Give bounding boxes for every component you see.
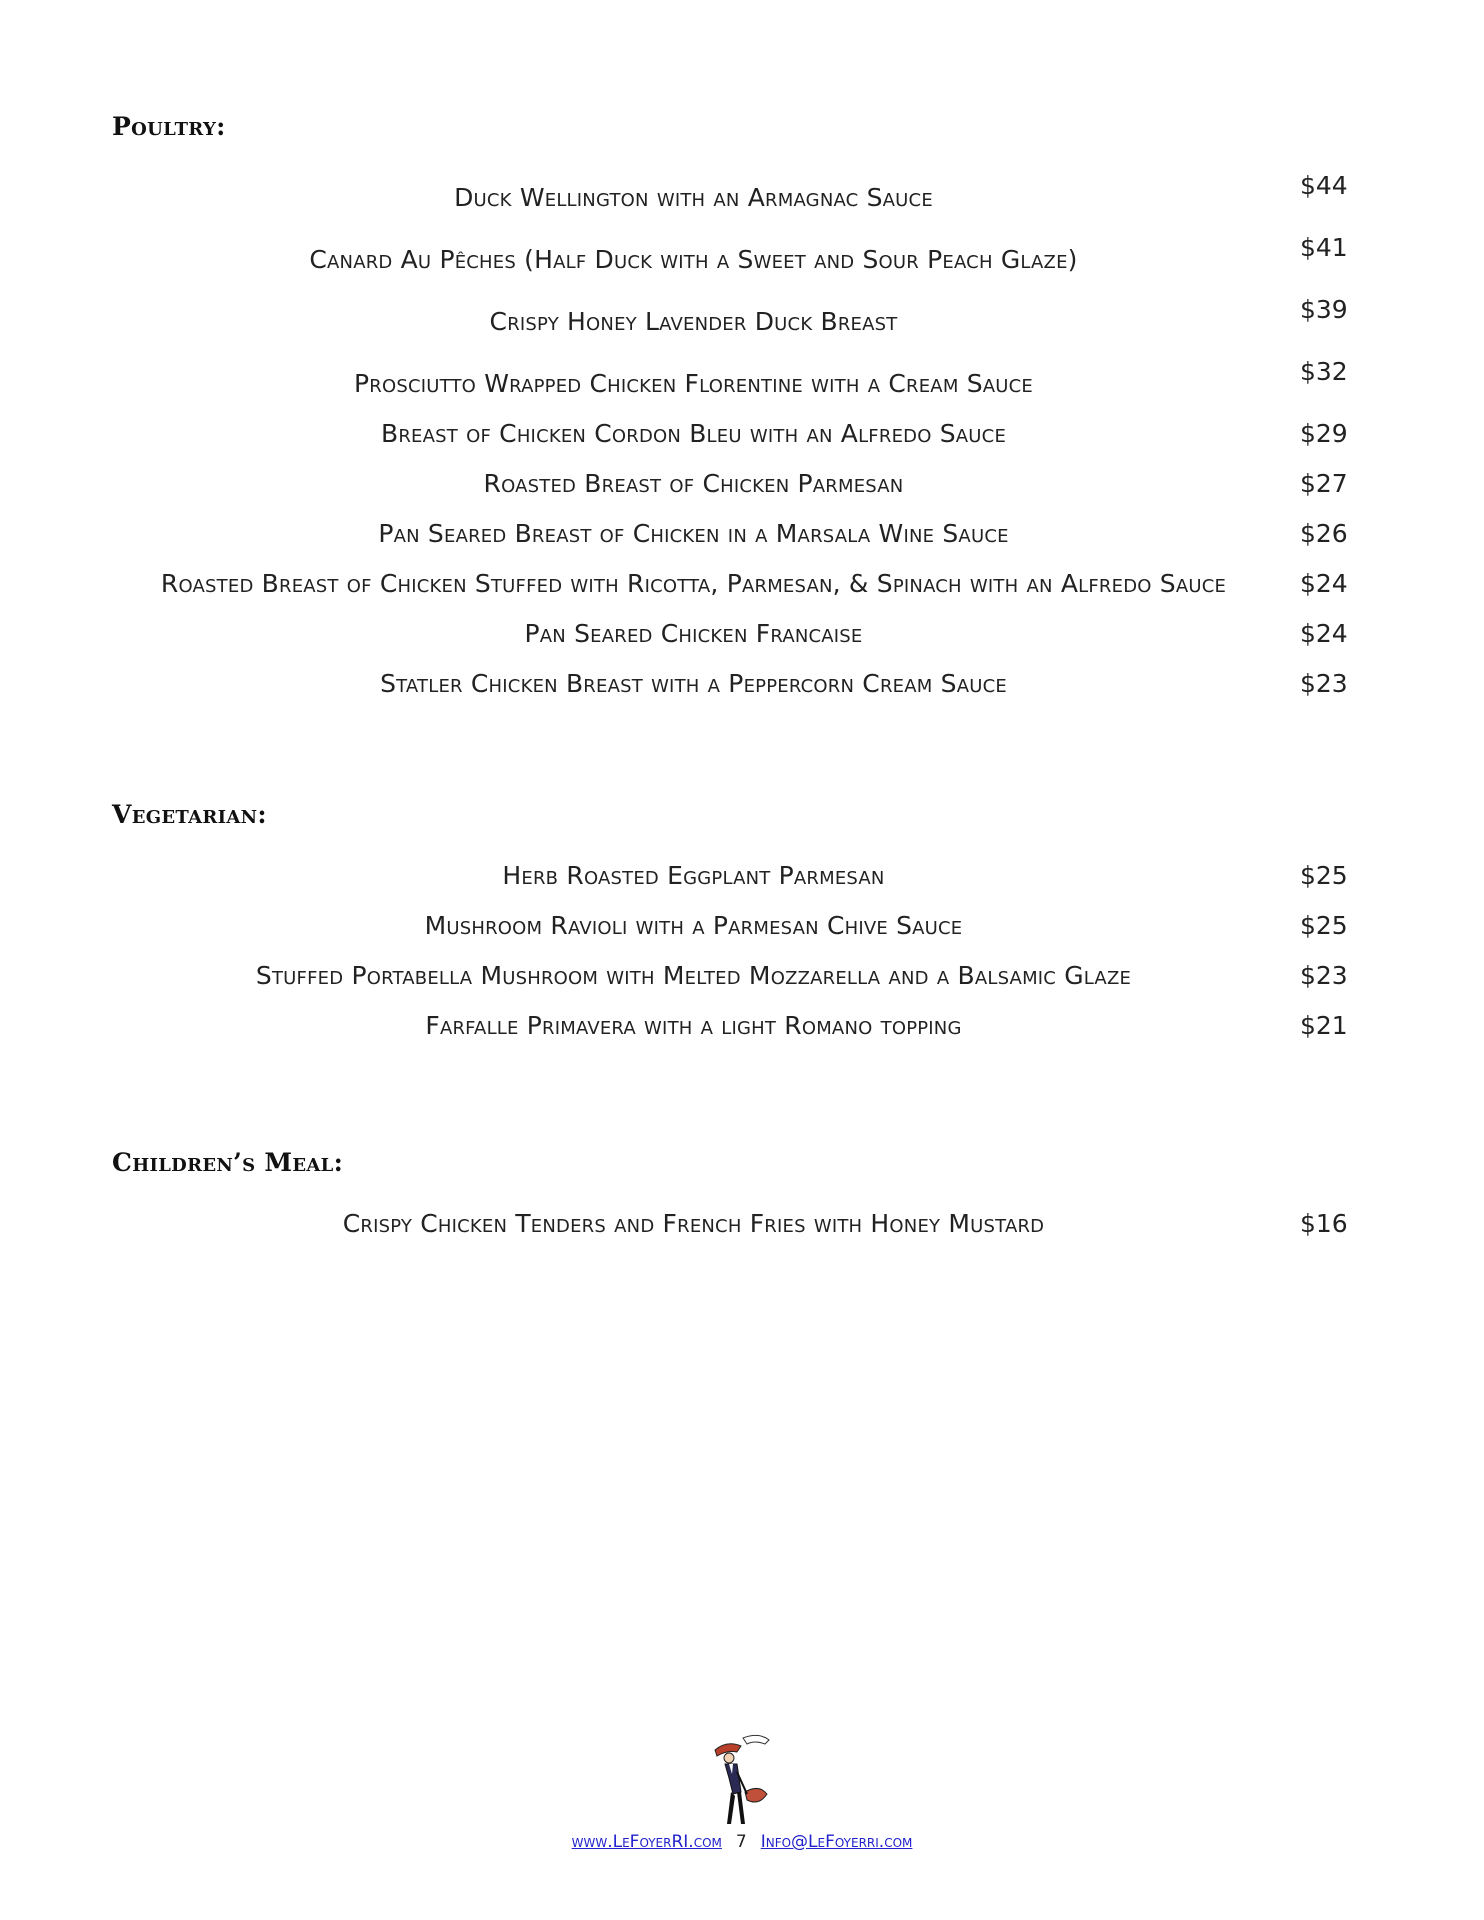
menu-item	[112, 521, 1362, 547]
menu-item-price: $39	[1300, 295, 1348, 324]
footer-links	[0, 1832, 1484, 1852]
menu-item-name: Stuffed Portabella Mushroom with Melted Mozzarella and a Balsamic Glaze	[255, 961, 1132, 990]
childrens-meal-items	[112, 1211, 1362, 1237]
menu-item	[112, 963, 1362, 989]
menu-item-price: $24	[1300, 619, 1348, 648]
menu-item-name: Breast of Chicken Cordon Bleu with an Alfredo Sauce	[380, 419, 1007, 448]
menu-item	[112, 421, 1362, 447]
waiter-logo-icon	[707, 1732, 777, 1832]
menu-item-price: $29	[1300, 419, 1348, 448]
childrens-meal-section	[112, 1148, 1362, 1261]
menu-item-price: $25	[1300, 911, 1348, 940]
menu-item-name: Canard Au Pêches (Half Duck with a Sweet and Sour Peach Glaze)	[309, 245, 1078, 274]
website-link[interactable]: www.LeFoyerRI.com	[571, 1832, 722, 1852]
poultry-section	[112, 112, 1362, 721]
menu-item-name: Statler Chicken Breast with a Peppercorn Cream Sauce	[380, 669, 1007, 698]
menu-item-price: $44	[1300, 171, 1348, 200]
menu-item-name: Farfalle Primavera with a light Romano topping	[425, 1011, 962, 1040]
vegetarian-items	[112, 863, 1362, 1039]
childrens-meal-title: Children’s Meal:	[112, 1148, 344, 1177]
menu-item	[112, 471, 1362, 497]
menu-item	[112, 671, 1362, 697]
menu-item	[112, 173, 1362, 211]
menu-item-name: Pan Seared Breast of Chicken in a Marsala Wine Sauce	[378, 519, 1009, 548]
menu-item-price: $27	[1300, 469, 1348, 498]
menu-item-price: $24	[1300, 569, 1348, 598]
menu-item-price: $41	[1300, 233, 1348, 262]
menu-item	[112, 913, 1362, 939]
footer-logo-area	[0, 1732, 1484, 1836]
menu-item	[112, 863, 1362, 889]
vegetarian-section	[112, 800, 1362, 1063]
menu-item-price: $25	[1300, 861, 1348, 890]
menu-item-name: Roasted Breast of Chicken Stuffed with Ricotta, Parmesan, & Spinach with an Alfredo Sauce	[160, 569, 1227, 598]
menu-item-name: Duck Wellington with an Armagnac Sauce	[454, 183, 933, 212]
menu-item-price: $21	[1300, 1011, 1348, 1040]
poultry-title: Poultry:	[112, 112, 226, 141]
menu-item	[112, 359, 1362, 397]
menu-item-name: Prosciutto Wrapped Chicken Florentine with a Cream Sauce	[353, 369, 1033, 398]
menu-item-name: Crispy Chicken Tenders and French Fries with Honey Mustard	[342, 1209, 1045, 1238]
menu-item	[112, 1211, 1362, 1237]
page-number: 7	[735, 1832, 747, 1852]
menu-item	[112, 235, 1362, 273]
menu-item-name: Pan Seared Chicken Francaise	[524, 619, 863, 648]
menu-item	[112, 297, 1362, 335]
vegetarian-title: Vegetarian:	[112, 800, 267, 829]
menu-item-name: Herb Roasted Eggplant Parmesan	[502, 861, 885, 890]
menu-item-price: $23	[1300, 669, 1348, 698]
menu-item	[112, 621, 1362, 647]
email-link[interactable]: Info@LeFoyerri.com	[760, 1832, 913, 1852]
menu-item-name: Roasted Breast of Chicken Parmesan	[483, 469, 904, 498]
menu-item-price: $23	[1300, 961, 1348, 990]
menu-item	[112, 571, 1362, 597]
menu-item-name: Mushroom Ravioli with a Parmesan Chive Sauce	[424, 911, 963, 940]
menu-item-price: $16	[1300, 1209, 1348, 1238]
menu-item	[112, 1013, 1362, 1039]
menu-item-price: $32	[1300, 357, 1348, 386]
menu-item-price: $26	[1300, 519, 1348, 548]
menu-item-name: Crispy Honey Lavender Duck Breast	[489, 307, 898, 336]
poultry-items	[112, 173, 1362, 697]
